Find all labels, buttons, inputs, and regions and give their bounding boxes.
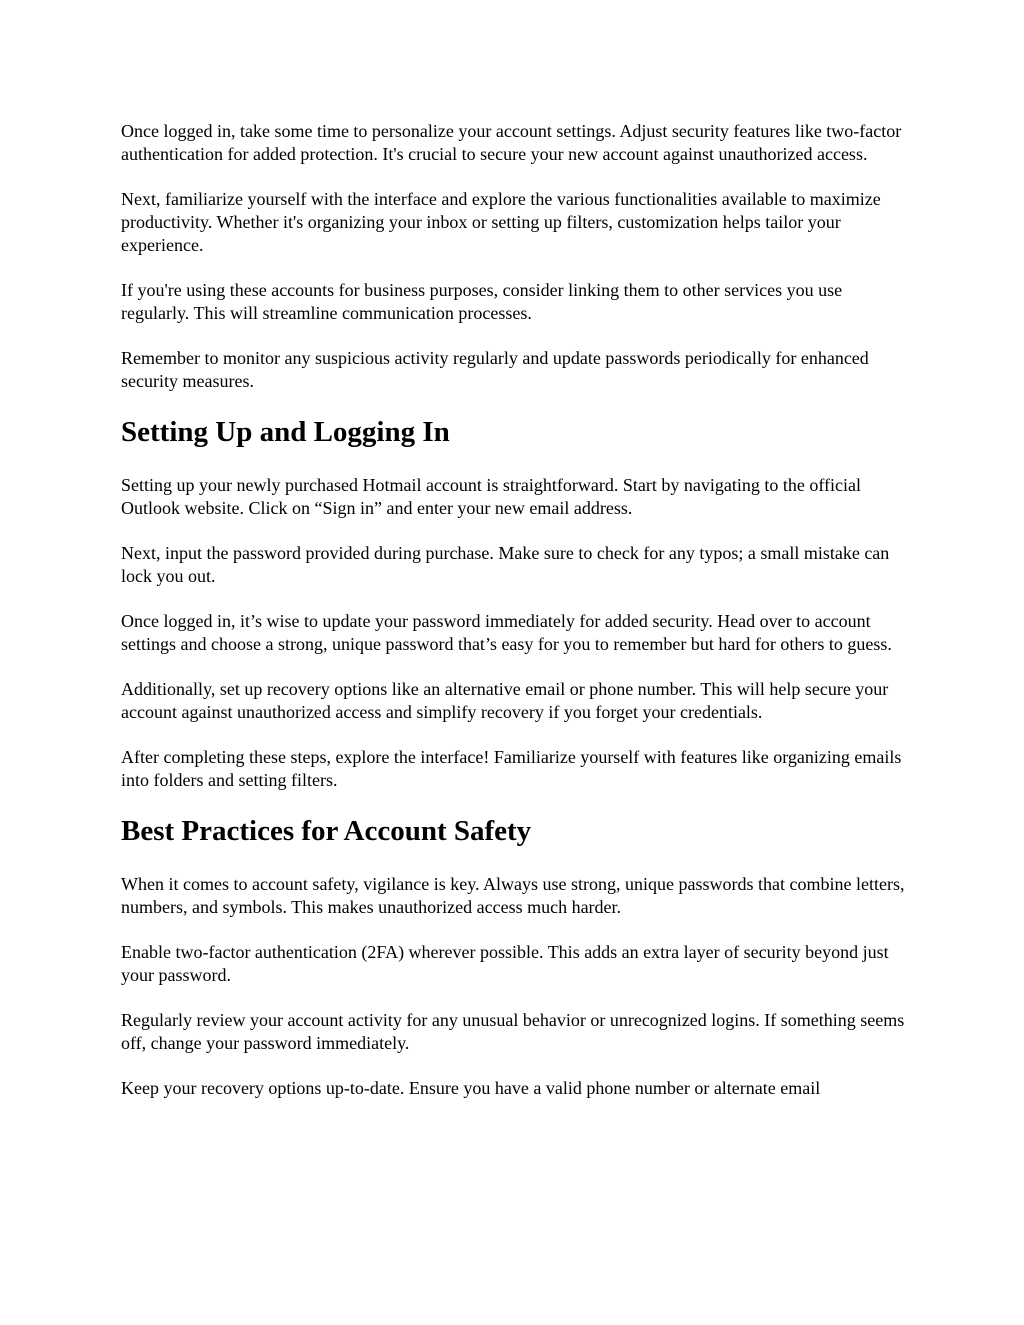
- section-heading-safety: Best Practices for Account Safety: [121, 815, 532, 847]
- intro-paragraph-1: Once logged in, take some time to personalize your account settings. Adjust security features like two-factor authentication for added protection. It's crucial to secure your new account against unauthorized access.: [121, 121, 902, 164]
- safety-paragraph-2: Enable two-factor authentication (2FA) wherever possible. This adds an extra layer of security beyond just your password.: [121, 942, 889, 985]
- setup-paragraph-3: Once logged in, it’s wise to update your password immediately for added security. Head over to account settings and choose a strong, unique password that’s easy for you to remember but hard for others to guess.: [121, 611, 892, 654]
- intro-paragraph-2: Next, familiarize yourself with the interface and explore the various functionalities available to maximize productivity. Whether it's organizing your inbox or setting up filters, customization helps tailor your experience.: [121, 189, 881, 255]
- setup-paragraph-5: After completing these steps, explore the interface! Familiarize yourself with features like organizing emails into folders and setting filters.: [121, 747, 902, 790]
- safety-paragraph-4: Keep your recovery options up-to-date. Ensure you have a valid phone number or alternate email: [121, 1078, 821, 1098]
- intro-paragraph-3: If you're using these accounts for business purposes, consider linking them to other services you use regularly. This will streamline communication processes.: [121, 280, 843, 323]
- safety-paragraph-1: When it comes to account safety, vigilance is key. Always use strong, unique passwords that combine letters, numbers, and symbols. This makes unauthorized access much harder.: [121, 874, 905, 917]
- setup-paragraph-4: Additionally, set up recovery options like an alternative email or phone number. This will help secure your account against unauthorized access and simplify recovery if you forget your credentials.: [121, 679, 889, 722]
- setup-paragraph-1: Setting up your newly purchased Hotmail account is straightforward. Start by navigating to the official Outlook website. Click on “Sign in” and enter your new email address.: [121, 475, 861, 518]
- section-heading-setup: Setting Up and Logging In: [121, 416, 450, 448]
- setup-paragraph-2: Next, input the password provided during purchase. Make sure to check for any typos; a small mistake can lock you out.: [121, 543, 890, 586]
- safety-paragraph-3: Regularly review your account activity for any unusual behavior or unrecognized logins. If something seems off, change your password immediately.: [121, 1010, 905, 1053]
- document-page: [121, 120, 911, 1100]
- intro-paragraph-4: Remember to monitor any suspicious activity regularly and update passwords periodically for enhanced security measures.: [121, 348, 869, 391]
